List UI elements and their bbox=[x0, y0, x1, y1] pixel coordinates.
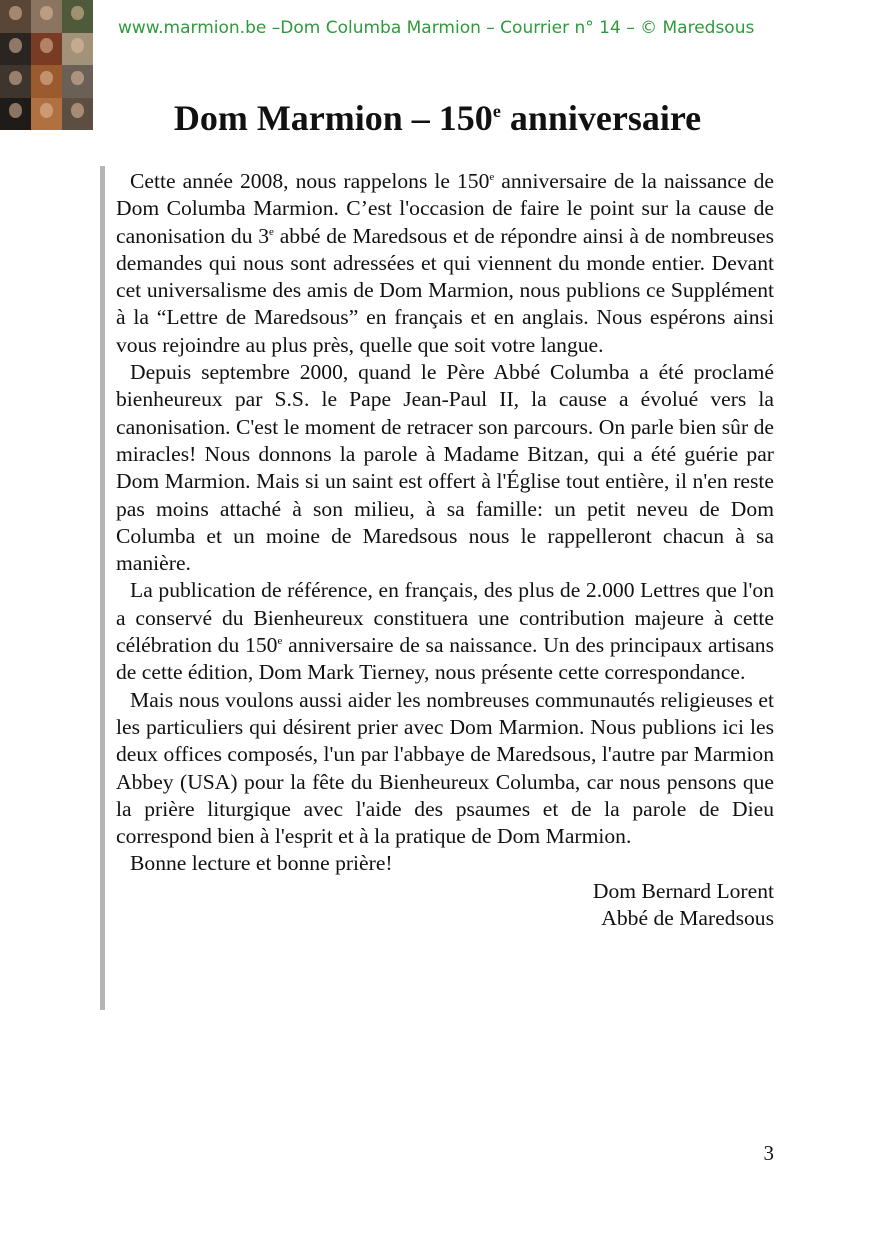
paragraph-3: La publication de référence, en français, des plus de 2.000 Lettres que l'on a conservé du Bienheureux constituera une contribution majeure à cette célébration du 150e anniversaire de sa naissance. Un des principaux artisans de cette édition, Dom Mark Tierney, nous présente cette correspondance. bbox=[116, 578, 775, 685]
portrait-tile bbox=[31, 65, 62, 98]
page-title bbox=[0, 96, 875, 140]
signature bbox=[116, 878, 774, 933]
portrait-tile bbox=[62, 65, 93, 98]
paragraph-4: Mais nous voulons aussi aider les nombreuses communautés religieuses et les particuliers qui désirent prier avec Dom Marmion. Nous publions ici les deux offices composés, l'un par l'abbaye de Maredsous, l'autre par Marmion Abbey (USA) pour la fête du Bienheureux Columba, car nous pensons que la prière liturgique avec l'aide des psaumes et de la parole de Dieu correspond bien à l'esprit et à la pratique de Dom Marmion. bbox=[116, 687, 774, 849]
portrait-tile bbox=[0, 0, 31, 33]
article-body bbox=[116, 168, 774, 932]
portrait-tile bbox=[0, 65, 31, 98]
paragraph-1: Cette année 2008, nous rappelons le 150e anniversaire de la naissance de Dom Columba Marmion. C’est l'occasion de faire le point sur la cause de canonisation du 3e abbé de Maredsous et de répondre ainsi à de nombreuses demandes qui nous sont adressées et qui viennent du monde entier. Devant cet universalisme des amis de Dom Marmion, nous publions ce Supplément à la “Lettre de Maredsous” en français et en anglais. Nous espérons ainsi vous rejoindre au plus près, quelle que soit votre langue. bbox=[116, 169, 774, 357]
paragraph-5: Bonne lecture et bonne prière! bbox=[130, 851, 393, 876]
signature-name: Dom Bernard Lorent bbox=[592, 878, 774, 903]
title-rest: anniversaire bbox=[500, 98, 702, 138]
portrait-tile bbox=[0, 33, 31, 66]
signature-role: Abbé de Maredsous bbox=[601, 906, 774, 931]
header-website-link[interactable]: www.marmion.be –Dom Columba Marmion – Courrier n° 14 – © Maredsous bbox=[118, 18, 755, 38]
portrait-tile bbox=[62, 33, 93, 66]
title-main: Dom Marmion – 150 bbox=[173, 98, 493, 138]
portrait-tile bbox=[31, 33, 62, 66]
page-number: 3 bbox=[763, 1141, 774, 1165]
margin-rule bbox=[100, 166, 105, 1010]
portrait-tile bbox=[31, 0, 62, 33]
portrait-tile bbox=[62, 0, 93, 33]
paragraph-2: Depuis septembre 2000, quand le Père Abbé Columba a été proclamé bienheureux par S.S. le Pape Jean-Paul II, la cause a évolué vers la canonisation. C'est le moment de retracer son parcours. On parle bien sûr de miracles! Nous donnons la parole à Madame Bitzan, qui a été guérie par Dom Marmion. Mais si un saint est offert à l'Église tout entière, il n'en reste pas moins attaché à son milieu, à sa famille: un petit neveu de Dom Columba et un moine de Maredsous nous le rappelleront chacun à sa manière. bbox=[116, 360, 774, 576]
title-superscript: e bbox=[492, 101, 501, 121]
